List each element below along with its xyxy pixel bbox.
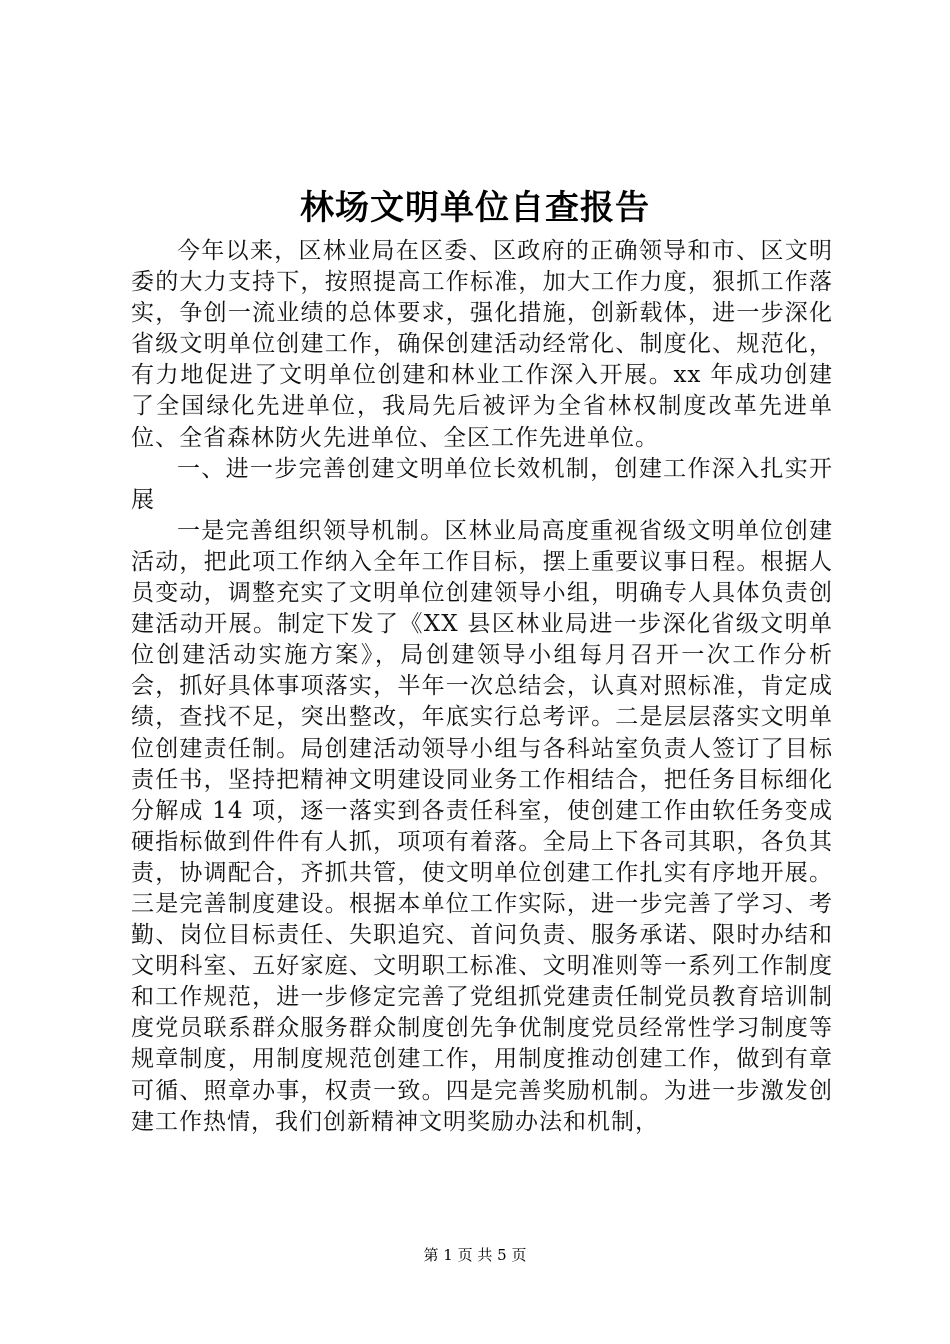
intro-paragraph: 今年以来，区林业局在区委、区政府的正确领导和市、区文明委的大力支持下，按照提高工作标准，加大工作力度，狠抓工作落实，争创一流业绩的总体要求，强化措施，创新载体，进一步深化省级文明单位创建工作，确保创建活动经常化、制度化、规范化，有力地促进了文明单位创建和林业工作深入开展。xx 年成功创建了全国绿化先进单位，我局先后被评为全省林权制度改革先进单位、全省森林防火先进单位、全区工作先进单位。 xyxy=(131,238,833,451)
page-footer: 第 1 页 共 5 页 xyxy=(423,1246,527,1264)
body-paragraph: 一是完善组织领导机制。区林业局高度重视省级文明单位创建活动，把此项工作纳入全年工作目标，摆上重要议事日程。根据人员变动，调整充实了文明单位创建领导小组，明确专人具体负责创建活动开展。制定下发了《XX 县区林业局进一步深化省级文明单位创建活动实施方案》，局创建领导小组每月召开一次工作分析会，抓好具体事项落实，半年一次总结会，认真对照标准，肯定成绩，查找不足，突出整改，年底实行总考评。二是层层落实文明单位创建责任制。局创建活动领导小组与各科站室负责人签订了目标责任书，坚持把精神文明建设同业务工作相结合，把任务目标细化分解成 14 项，逐一落实到各责任科室，使创建工作由软任务变成硬指标做到件件有人抓，项项有着落。全局上下各司其职，各负其责，协调配合，齐抓共管，使文明单位创建工作扎实有序地开展。三是完善制度建设。根据本单位工作实际，进一步完善了学习、考勤、岗位目标责任、失职追究、首问负责、服务承诺、限时办结和文明科室、五好家庭、文明职工标准、文明准则等一系列工作制度和工作规范，进一步修定完善了党组抓党建责任制党员教育培训制度党员联系群众服务群众制度创先争优制度党员经常性学习制度等规章制度，用制度规范创建工作，用制度推动创建工作，做到有章可循、照章办事，权责一致。四是完善奖励机制。为进一步激发创建工作热情，我们创新精神文明奖励办法和机制， xyxy=(131,517,833,1135)
section-heading: 一、进一步完善创建文明单位长效机制，创建工作深入扎实开展 xyxy=(131,455,833,513)
document-body xyxy=(131,236,833,1138)
document-title: 林场文明单位自查报告 xyxy=(300,188,650,228)
